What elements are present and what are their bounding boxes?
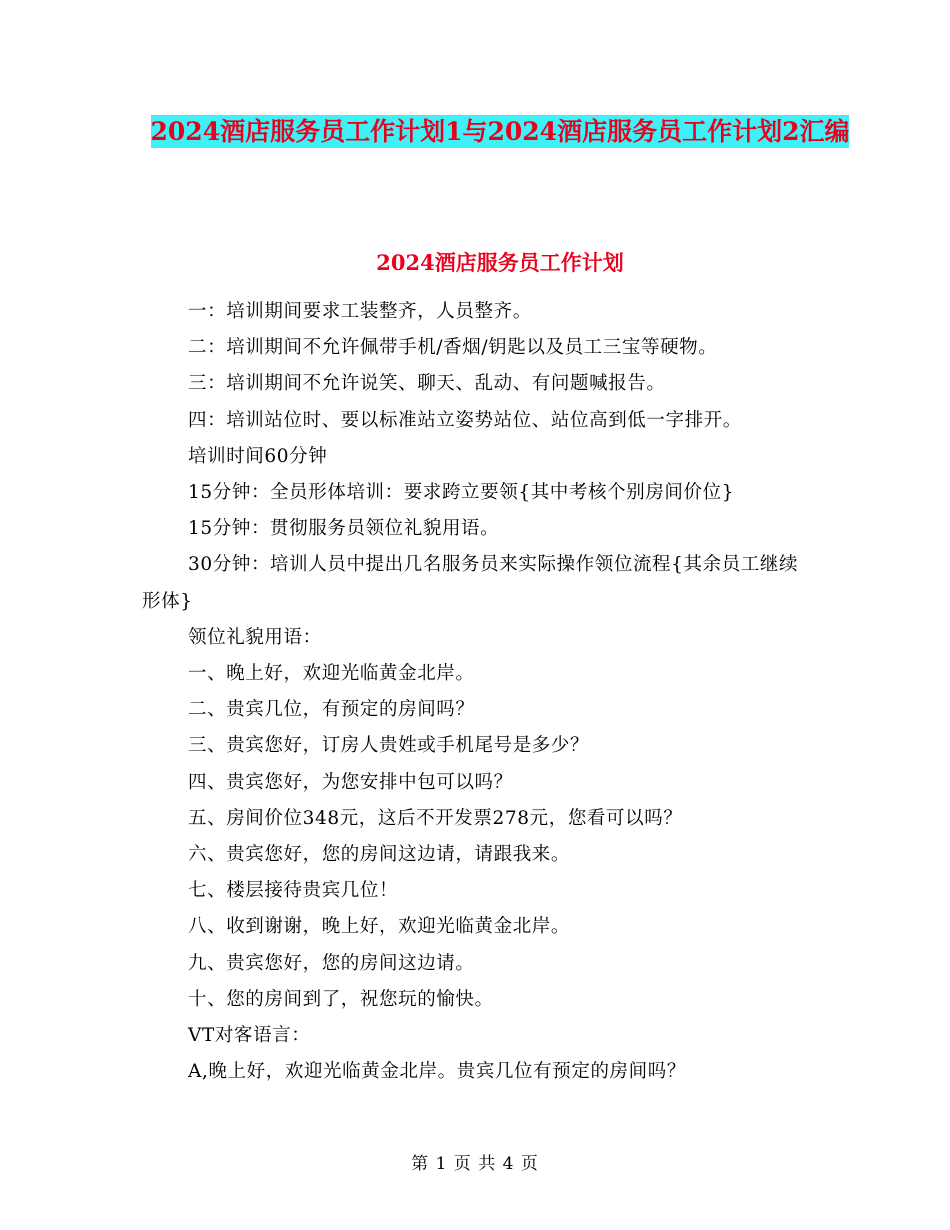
paragraph: 七、楼层接待贵宾几位！ xyxy=(188,880,399,902)
paragraph: 四：培训站位时、要以标准站立姿势站位、站位高到低一字排开。 xyxy=(188,409,742,431)
paragraph: 领位礼貌用语： xyxy=(188,626,322,648)
paragraph: 一：培训期间要求工装整齐，人员整齐。 xyxy=(188,301,532,322)
document-title xyxy=(140,110,860,154)
page-footer: 第 1 页 共 4 页 xyxy=(411,1154,539,1174)
paragraph: 八、收到谢谢，晚上好，欢迎光临黄金北岸。 xyxy=(188,916,571,938)
paragraph: 15分钟：全员形体培训：要求跨立要领{其中考核个别房间价位} xyxy=(188,482,735,504)
paragraph: 四、贵宾您好，为您安排中包可以吗？ xyxy=(188,771,513,793)
paragraph: 培训时间60分钟 xyxy=(188,445,328,467)
paragraph: 九、贵宾您好，您的房间这边请。 xyxy=(188,952,475,974)
paragraph: 一、晚上好，欢迎光临黄金北岸。 xyxy=(188,663,475,685)
paragraph: 三：培训期间不允许说笑、聊天、乱动、有问题喊报告。 xyxy=(188,373,666,395)
paragraph: 15分钟：贯彻服务员领位礼貌用语。 xyxy=(188,518,500,540)
paragraph: A,晚上好，欢迎光临黄金北岸。贵宾几位有预定的房间吗？ xyxy=(188,1061,686,1083)
paragraph: 十、您的房间到了，祝您玩的愉快。 xyxy=(188,988,494,1010)
paragraph: 五、房间价位348元，这后不开发票278元，您看可以吗？ xyxy=(188,807,683,829)
paragraph: 六、贵宾您好，您的房间这边请，请跟我来。 xyxy=(188,844,571,866)
paragraph: VT对客语言： xyxy=(188,1025,311,1047)
paragraph: 30分钟：培训人员中提出几名服务员来实际操作领位流程{其余员工继续形体} xyxy=(142,554,799,612)
section-heading: 2024酒店服务员工作计划 xyxy=(376,250,624,275)
paragraph: 二：培训期间不允许佩带手机/香烟/钥匙以及员工三宝等硬物。 xyxy=(188,337,718,359)
document-body xyxy=(142,294,812,1090)
document-title-text: 2024酒店服务员工作计划1与2024酒店服务员工作计划2汇编 xyxy=(150,117,850,146)
paragraph: 三、贵宾您好，订房人贵姓或手机尾号是多少？ xyxy=(188,735,590,757)
paragraph: 二、贵宾几位，有预定的房间吗？ xyxy=(188,699,475,721)
